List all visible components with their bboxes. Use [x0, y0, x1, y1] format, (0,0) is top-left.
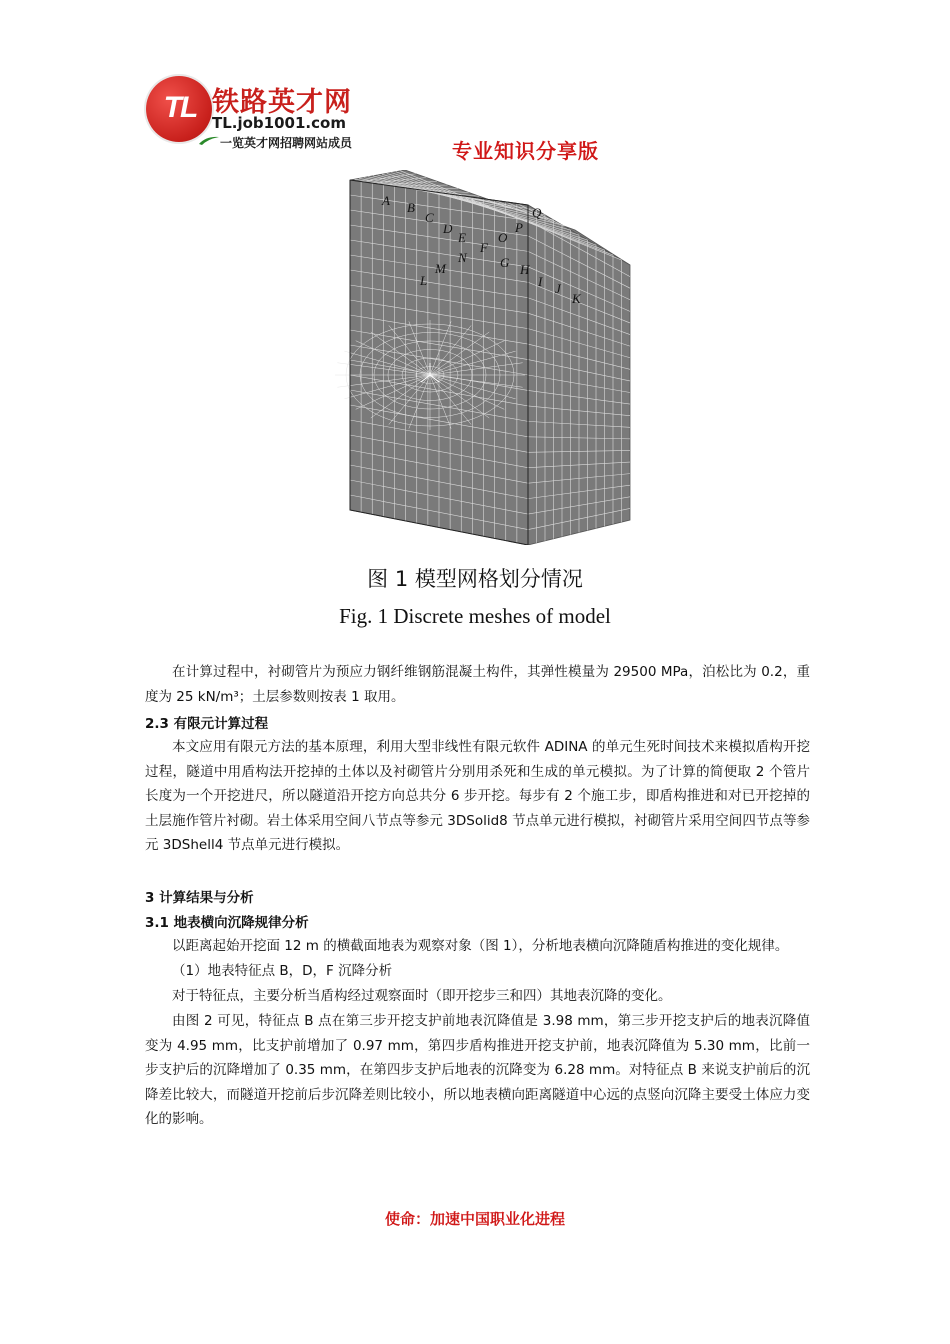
- section-heading-2-3: 2.3 有限元计算过程: [145, 716, 269, 732]
- paragraph-5: 对于特征点，主要分析当盾构经过观察面时（即开挖步三和四）其地表沉降的变化。: [172, 988, 672, 1004]
- figure-caption-cn: 图 1 模型网格划分情况: [367, 567, 583, 591]
- section-heading-3: 3 计算结果与分析: [145, 890, 254, 906]
- point-label-l: L: [420, 273, 428, 288]
- swoosh-icon: [198, 134, 220, 146]
- site-logo: [140, 70, 400, 156]
- point-label-o: O: [498, 230, 508, 245]
- point-label-p: P: [515, 220, 523, 235]
- point-label-k: K: [572, 291, 581, 306]
- footer-slogan: 使命：加速中国职业化进程: [384, 1210, 565, 1228]
- figure-caption-en: Fig. 1 Discrete meshes of model: [339, 604, 611, 628]
- paragraph-1: 在计算过程中，衬砌管片为预应力钢纤维钢筋混凝土构件，其弹性模量为 29500 MPa，泊松比为 0.2，重度为 25 kN/m³；土层参数则按表 1 取用。: [145, 664, 810, 705]
- point-label-h: H: [520, 262, 530, 277]
- mesh-model-figure: [310, 170, 640, 545]
- logo-initials: TL: [163, 91, 197, 124]
- paragraph-6: 由图 2 可见，特征点 B 点在第三步开挖支护前地表沉降值是 3.98 mm，第三步开挖支护后的地表沉降值变为 4.95 mm，比支护前增加了 0.97 mm，第四步盾构推进开挖支护前，地表沉降值为 5.30 mm，比前一步支护后的沉降增加了 0.35 mm，在第四步支护后地表的沉降变为 6.28 mm。对特征点 B 来说支护前后的沉降差比较大，而隧道开挖前后步沉降差则比较小，所以地表横向距离隧道中心远的点竖向沉降主要受土体应力变化的影响。: [145, 1013, 810, 1128]
- paragraph-2: 本文应用有限元方法的基本原理，利用大型非线性有限元软件 ADINA 的单元生死时间技术来模拟盾构开挖过程，隧道中用盾构法开挖掉的土体以及衬砌管片分别用杀死和生成的单元模拟。为了计算的简便取 2 个管片长度为一个开挖进尺，所以隧道沿开挖方向总共分 6 步开挖。每步有 2 个施工步，即盾构推进和对已开挖掉的土层施作管片衬砌。岩土体采用空间八节点等参元 3DSolid8 节点单元进行模拟，衬砌管片采用空间四节点等参元 3DShell4 节点单元进行模拟。: [145, 739, 810, 854]
- point-label-m: M: [435, 261, 446, 276]
- paragraph-3: 以距离起始开挖面 12 m 的横截面地表为观察对象（图 1），分析地表横向沉降随盾构推进的变化规律。: [172, 938, 789, 954]
- point-label-c: C: [425, 210, 434, 225]
- point-label-n: N: [458, 250, 467, 265]
- header-slogan: 专业知识分享版: [452, 139, 599, 163]
- paragraph-4: （1）地表特征点 B，D，F 沉降分析: [172, 963, 393, 979]
- point-label-q: Q: [532, 205, 542, 220]
- logo-tagline: 一览英才网招聘网站成员: [220, 136, 353, 150]
- point-label-a: A: [382, 193, 390, 208]
- point-label-j: J: [555, 281, 561, 296]
- point-label-b: B: [407, 200, 415, 215]
- point-label-g: G: [500, 255, 510, 270]
- section-heading-3-1: 3.1 地表横向沉降规律分析: [145, 915, 309, 931]
- logo-name: 铁路英才网: [212, 87, 352, 118]
- logo-url: TL.job1001.com: [212, 114, 346, 132]
- point-label-e: E: [458, 230, 466, 245]
- point-label-f: F: [480, 240, 488, 255]
- point-label-i: I: [538, 274, 543, 289]
- point-label-d: D: [443, 221, 453, 236]
